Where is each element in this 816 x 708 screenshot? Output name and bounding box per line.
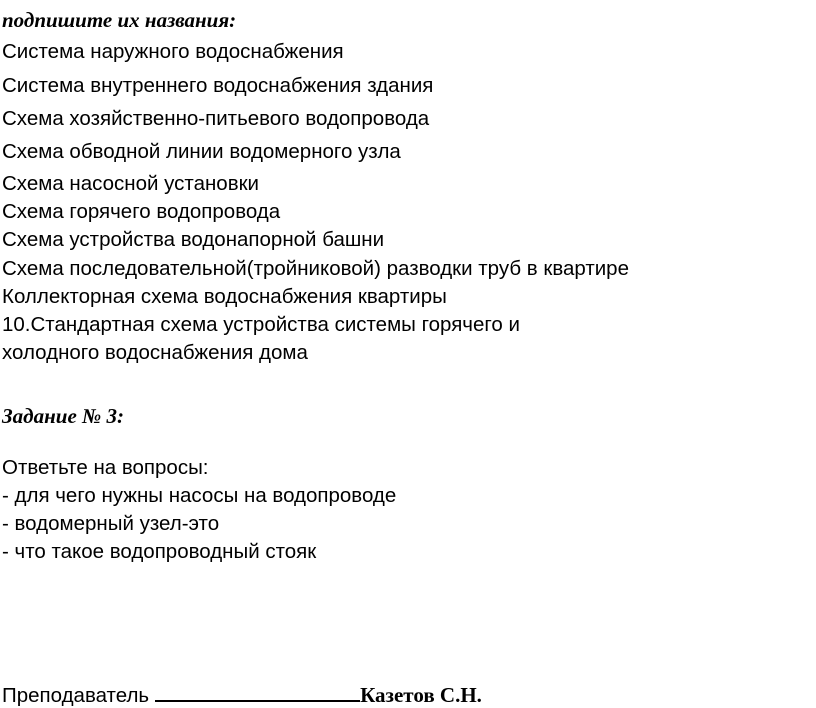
signature-line [2,682,482,708]
list-item: Схема горячего водопровода [2,200,281,223]
list-item: Система внутреннего водоснабжения здания [2,74,434,97]
list-item: Схема обводной линии водомерного узла [2,140,401,163]
question-item: - что такое водопроводный стояк [2,540,317,563]
list-item: холодного водоснабжения дома [2,341,308,364]
list-item: Схема насосной установки [2,172,260,195]
question-item: - водомерный узел-это [2,512,220,535]
list-item: Коллекторная схема водоснабжения квартиры [2,285,447,308]
list-item: Схема устройства водонапорной башни [2,228,385,251]
signature-underline [155,682,360,702]
list-item: Схема последовательной(тройниковой) разводки труб в квартире [2,257,629,280]
instruction-heading: подпишите их названия: [2,8,237,32]
question-item: - для чего нужны насосы на водопроводе [2,484,397,507]
task-heading: Задание № 3: [2,404,124,428]
list-item: Система наружного водоснабжения [2,40,344,63]
list-item: 10.Стандартная схема устройства системы горячего и [2,313,520,336]
signature-role: Преподаватель [2,684,150,707]
signature-name: Казетов С.Н. [360,683,482,707]
list-item: Схема хозяйственно-питьевого водопровода [2,107,430,130]
questions-intro: Ответьте на вопросы: [2,456,209,479]
